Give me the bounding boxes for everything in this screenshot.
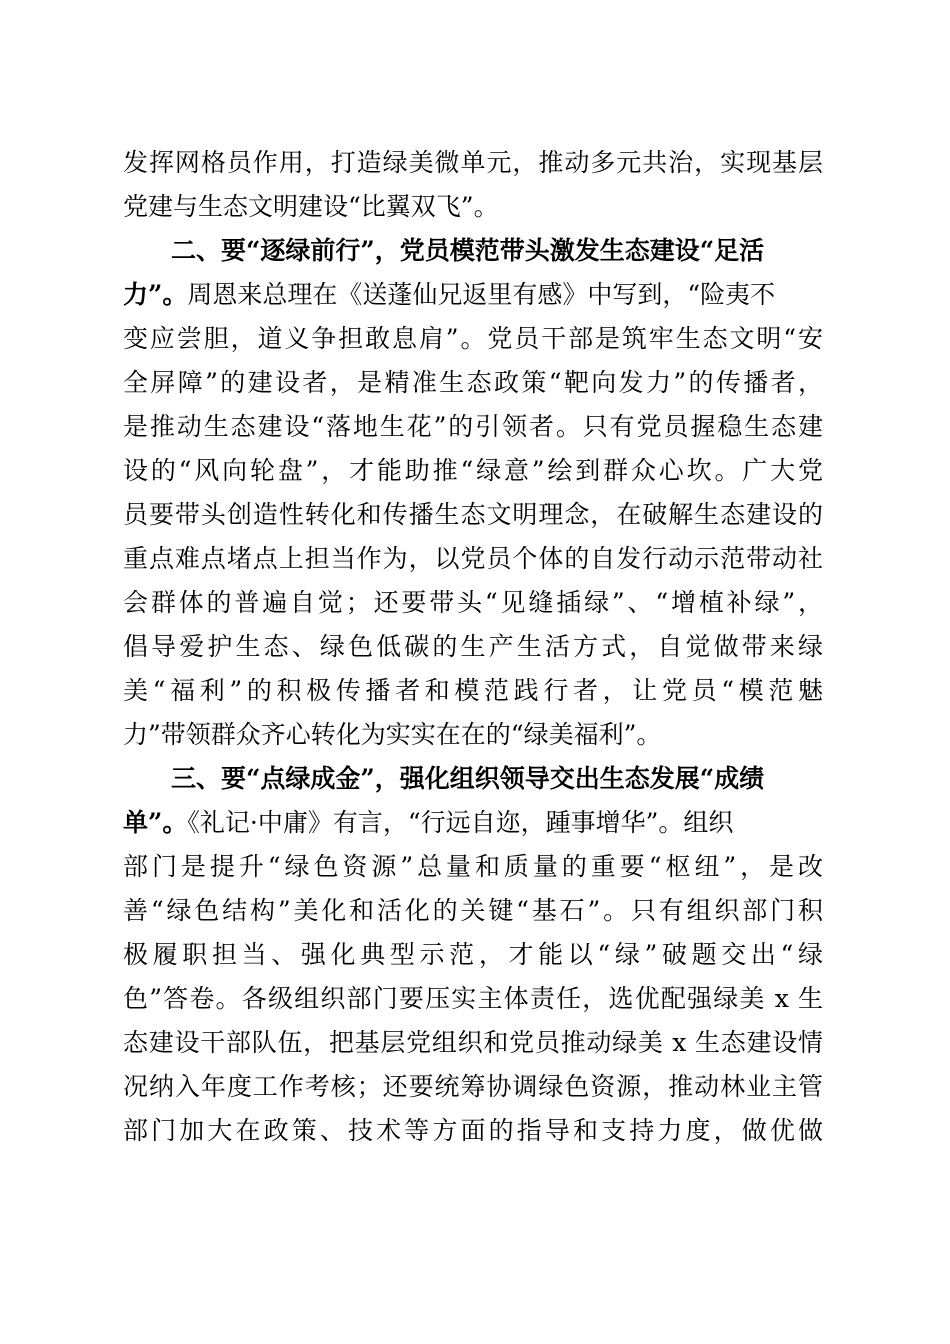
- paragraph2-line-4: 是推动生态建设“落地生花”的引领者。只有党员握稳生态建: [123, 412, 823, 441]
- paragraph2-line-2: 变应尝胆，道义争担敢息肩”。党员干部是筑牢生态文明“安: [123, 324, 823, 353]
- paragraph1-line-1: 发挥网格员作用，打造绿美微单元，推动多元共治，实现基层: [123, 148, 823, 177]
- section-three-heading: 三、要“点绿成金”，强化组织领导交出生态发展“成绩: [171, 764, 765, 793]
- paragraph3-line-7: 况纳入年度工作考核；还要统筹协调绿色资源，推动林业主管: [123, 1072, 823, 1101]
- paragraph2-line-1: [123, 275, 775, 315]
- paragraph2-line-1-text: 周恩来总理在《送蓬仙兄返里有感》中写到，“险夷不: [187, 280, 776, 309]
- paragraph2-line-5: 设的“风向轮盘”，才能助推“绿意”绘到群众心坎。广大党: [123, 456, 823, 485]
- paragraph2-line-9: 倡导爱护生态、绿色低碳的生产生活方式，自觉做带来绿: [123, 632, 823, 661]
- paragraph3-line-5: 色”答卷。各级组织部门要压实主体责任，选优配强绿美 x 生: [123, 984, 823, 1013]
- paragraph2-line-6: 员要带头创造性转化和传播生态文明理念，在破解生态建设的: [123, 500, 823, 529]
- paragraph3-line-1-text: 《礼记·中庸》有言，“行远自迩，踵事增华”。组织: [187, 808, 734, 837]
- paragraph3-line-2: 部门是提升“绿色资源”总量和质量的重要“枢纽”，是改: [123, 852, 824, 881]
- section-three-heading-tail: 单”。: [123, 808, 188, 837]
- paragraph3-line-1: [123, 803, 733, 843]
- paragraph2-line-10: 美“福利”的积极传播者和模范践行者，让党员“模范魅: [123, 676, 823, 705]
- paragraph1-line-2: 党建与生态文明建设“比翼双飞”。: [123, 192, 499, 221]
- section-two-heading-tail: 力”。: [123, 280, 188, 309]
- paragraph2-line-3: 全屏障”的建设者，是精准生态政策“靶向发力”的传播者，: [123, 368, 823, 397]
- paragraph2-line-11: 力”带领群众齐心转化为实实在在的“绿美福利”。: [123, 720, 662, 749]
- paragraph3-line-3: 善“绿色结构”美化和活化的关键“基石”。只有组织部门积: [123, 896, 823, 925]
- paragraph2-line-8: 会群体的普遍自觉；还要带头“见缝插绿”、“增植补绿”，: [123, 588, 823, 617]
- paragraph3-line-8: 部门加大在政策、技术等方面的指导和支持力度，做优做: [123, 1116, 823, 1145]
- paragraph3-line-4: 极履职担当、强化典型示范，才能以“绿”破题交出“绿: [123, 940, 823, 969]
- paragraph2-line-7: 重点难点堵点上担当作为，以党员个体的自发行动示范带动社: [123, 544, 823, 573]
- section-two-heading: 二、要“逐绿前行”，党员模范带头激发生态建设“足活: [171, 236, 765, 265]
- paragraph3-line-6: 态建设干部队伍，把基层党组织和党员推动绿美 x 生态建设情: [123, 1028, 823, 1057]
